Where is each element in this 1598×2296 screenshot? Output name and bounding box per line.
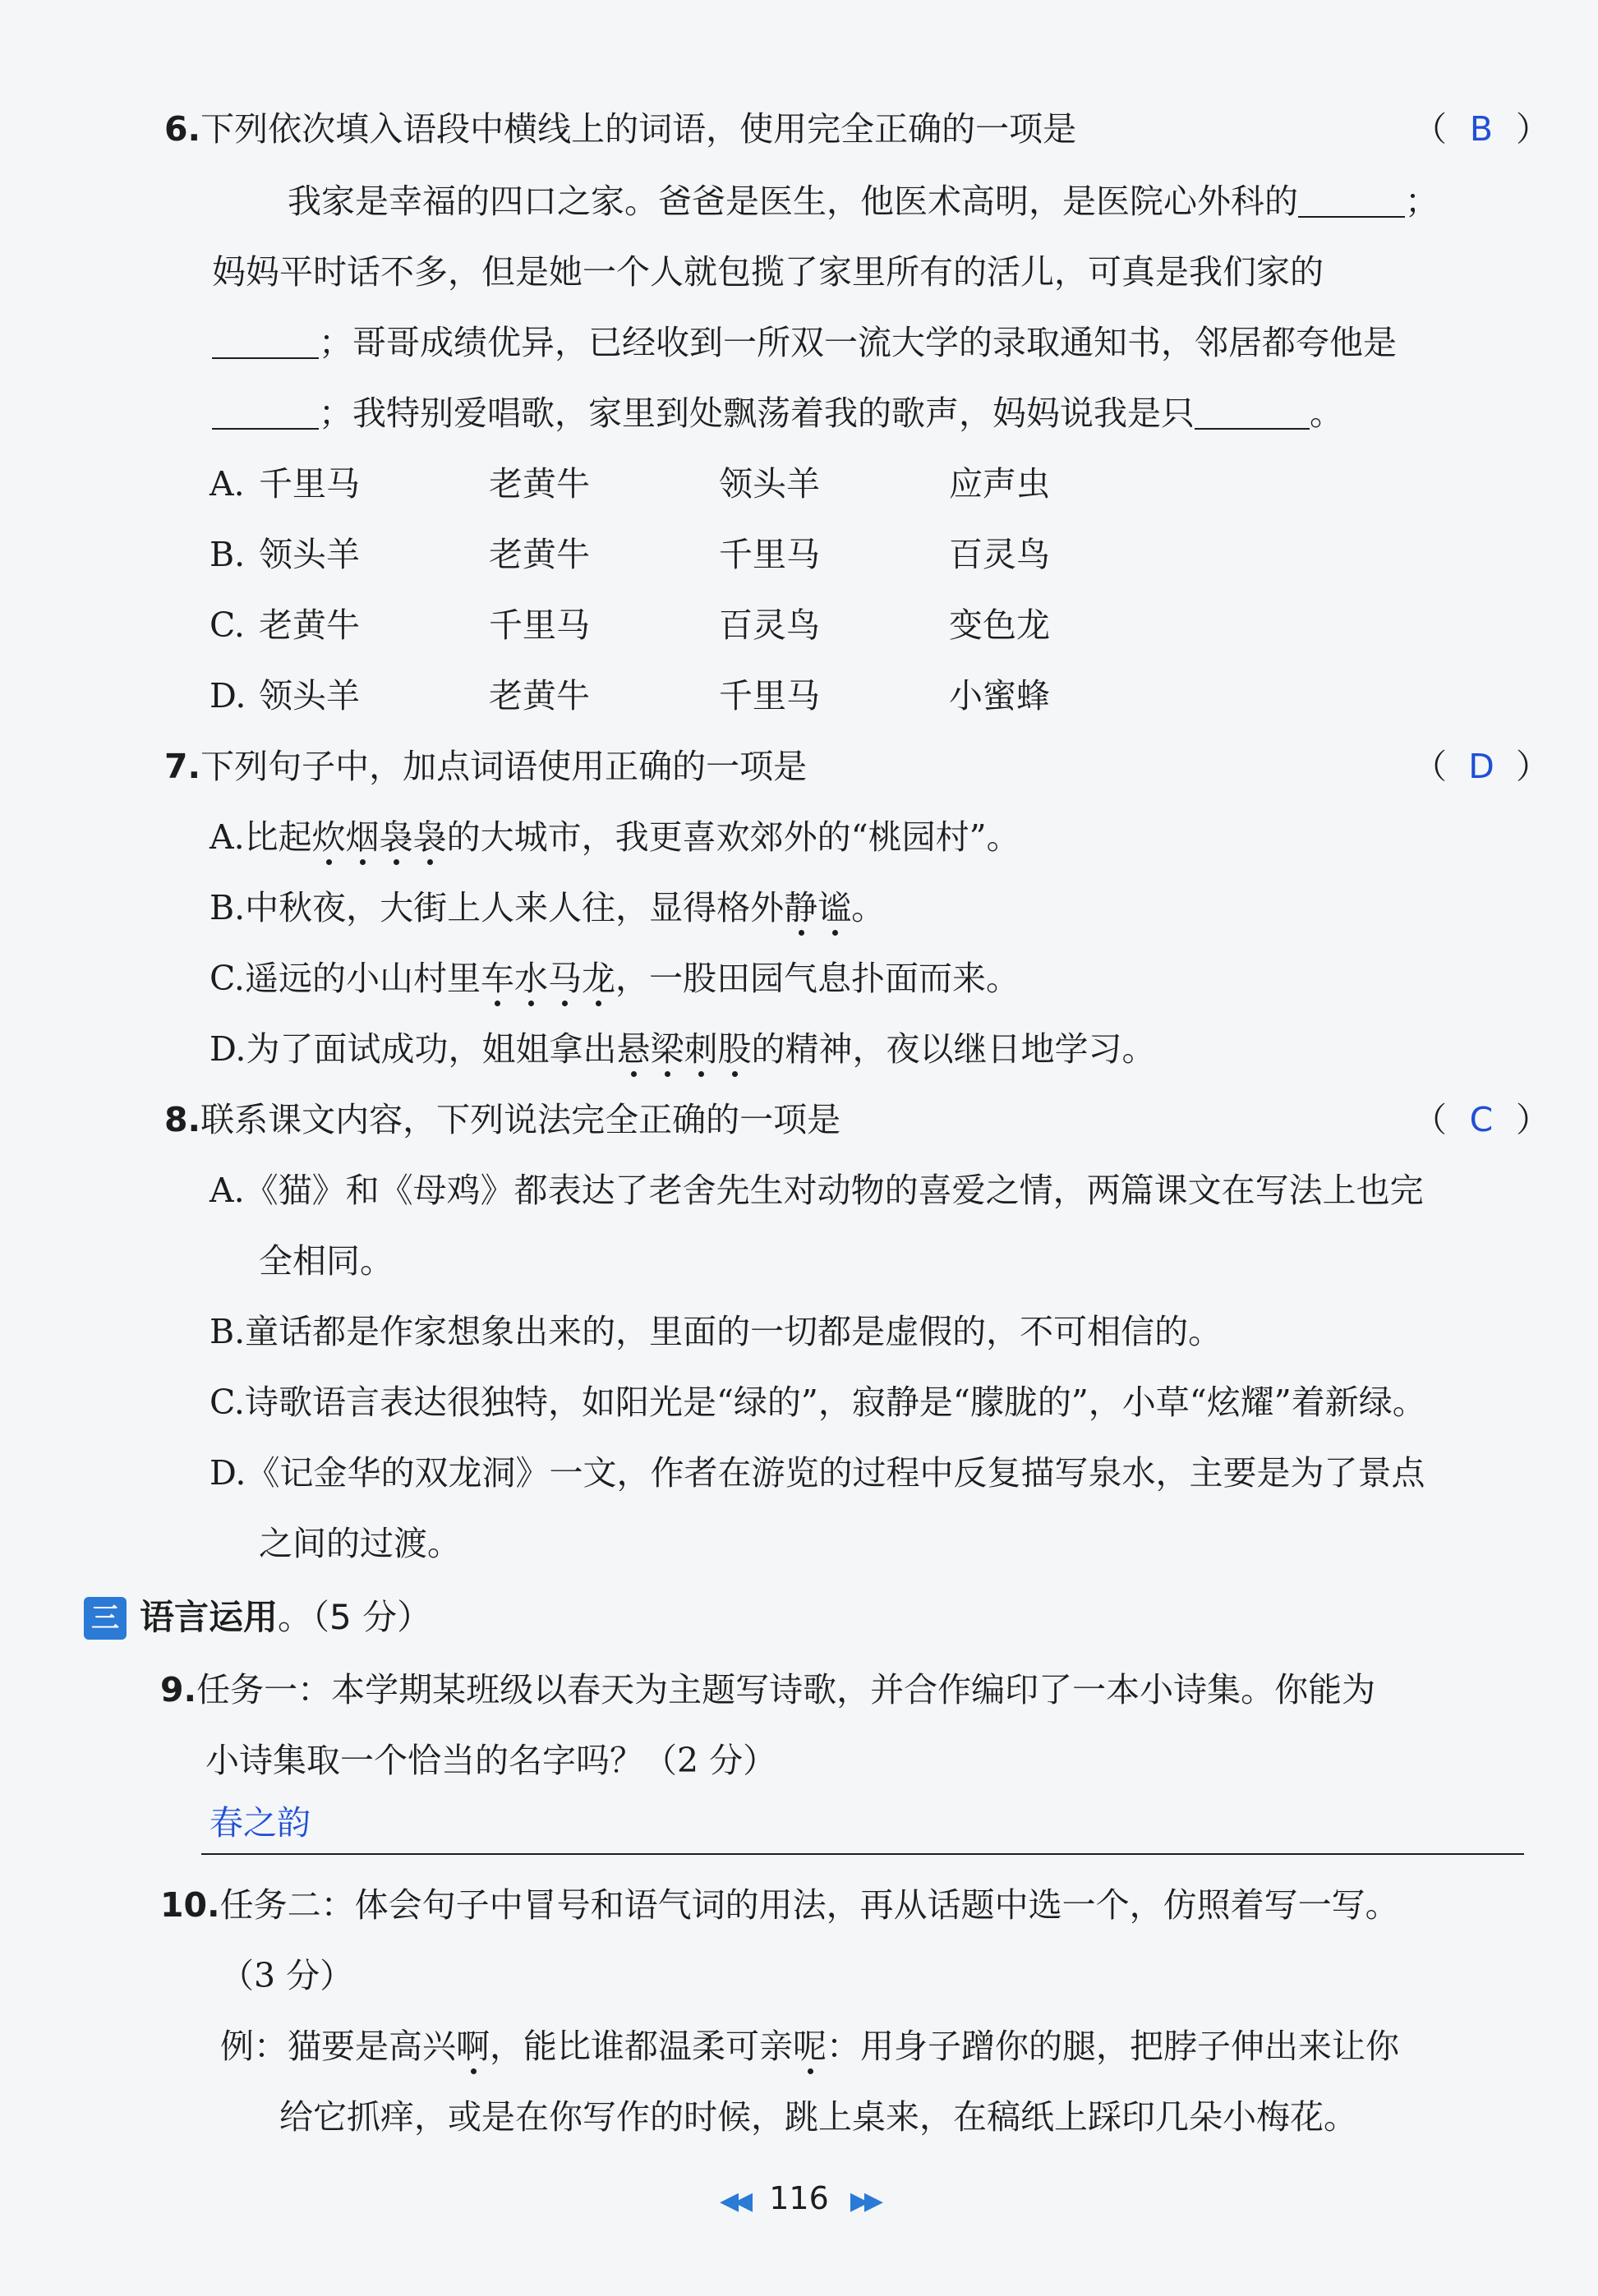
- worksheet-page: 6.下列依次填入语段中横线上的词语，使用完全正确的一项是 （ B ） 我家是幸福的四口之家。爸爸是医生，他医术高明，是医院心外科的 ； 妈妈平时话不多，但是她一个人就包揽了家里所有的活儿，可真是我们家的 ；哥哥成绩优异，已经收到一所双一流大学的录取通知书，邻居都夸他是 ；我特别爱唱歌，家里到处飘荡着我的歌声，妈妈说我是只 。 A. 千里马 老黄牛 领头羊 应声虫 B. 领头羊 老黄牛 千里马 百灵鸟 C. 老黄牛 千里马 百灵鸟 变色龙 D. 领头羊 老黄牛 千里马 小蜜蜂 7.下列句子中，加点词语使用正确的一项是 （ D ） A.比起炊烟袅袅的大城市，我更喜欢郊外的“桃园村”。 B.中秋夜，大街上人来人往，显得格外静谧。 C.遥远的小山村里车水马龙，一股田园气息扑面而来。 D.为了面试成功，姐姐拿出悬梁刺股的精神，夜以继日地学习。 8.联系课文内容，下列说法完全正确的一项是 （ C ） A.《猫》和《母鸡》都表达了老舍先生对动物的喜爱之情，两篇课文在写法上也完 全相同。 B.童话都是作家想象出来的，里面的一切都是虚假的，不可相信的。 C.诗歌语言表达很独特，如阳光是“绿的”，寂静是“朦胧的”，小草“炫耀”着新绿。 D.《记金华的双龙洞》一文，作者在游览的过程中反复描写泉水，主要是为了景点 之间的过渡。 三 语言运用。（5 分） 9.任务一：本学期某班级以春天为主题写诗歌，并合作编印了一本小诗集。你能为 小诗集取一个恰当的名字吗？（2 分） 春之韵 10.任务二：体会句子中冒号和语气词的用法，再从话题中选一个，仿照着写一写。 （3 分） 例：猫要是高兴啊，能比谁都温柔可亲呢：用身子蹭你的腿，把脖子伸出来让你 给它抓痒，或是在你写作的时候，跳上桌来，在稿纸上踩印几朵小梅花。 ◀◀ 116 ▶▶: [0, 0, 1598, 2296]
- q6-passage-line-2: 妈妈平时话不多，但是她一个人就包揽了家里所有的活儿，可真是我们家的: [212, 252, 1324, 292]
- question-6-stem: [164, 105, 1076, 153]
- q7-option-b: B.中秋夜，大街上人来人往，显得格外静谧。: [210, 888, 886, 927]
- question-6-answer: （ B ）: [1413, 105, 1550, 153]
- question-8-answer: （ C ）: [1413, 1096, 1550, 1143]
- q6-passage-line-1: 我家是幸福的四口之家。爸爸是医生，他医术高明，是医院心外科的 ；: [288, 182, 1439, 221]
- q6-passage-line-3: ；哥哥成绩优异，已经收到一所双一流大学的录取通知书，邻居都夸他是: [212, 319, 1397, 366]
- question-10-line-2: （3 分）: [220, 1956, 354, 1995]
- question-9-number: 9.: [160, 1670, 197, 1709]
- q8-option-d-line-2: 之间的过渡。: [259, 1524, 461, 1563]
- blank-1: [1298, 180, 1405, 218]
- q8-option-d-line-1: D.《记金华的双龙洞》一文，作者在游览的过程中反复描写泉水，主要是为了景点: [210, 1453, 1425, 1493]
- question-6-answer-value: B: [1469, 109, 1494, 149]
- question-8-stem: [164, 1096, 840, 1143]
- q7-option-c: C.遥远的小山村里车水马龙，一股田园气息扑面而来。: [210, 959, 1020, 998]
- question-8-answer-value: C: [1469, 1100, 1494, 1139]
- q7-option-d: D.为了面试成功，姐姐拿出悬梁刺股的精神，夜以继日地学习。: [210, 1029, 1156, 1069]
- q8-option-c: C.诗歌语言表达很独特，如阳光是“绿的”，寂静是“朦胧的”，小草“炫耀”着新绿。: [210, 1383, 1426, 1422]
- question-8-text: 联系课文内容，下列说法完全正确的一项是: [200, 1100, 841, 1139]
- q8-option-a-line-2: 全相同。: [259, 1241, 394, 1281]
- page-footer: [0, 2177, 1598, 2223]
- q7-option-a: A.比起炊烟袅袅的大城市，我更喜欢郊外的“桃园村”。: [210, 817, 1020, 857]
- blank-4: [1195, 392, 1310, 430]
- question-6-text: 下列依次填入语段中横线上的词语，使用完全正确的一项是: [200, 109, 1077, 149]
- question-9-answer-text: 春之韵: [210, 1803, 311, 1843]
- question-6-number: 6.: [164, 109, 201, 149]
- question-8-number: 8.: [164, 1100, 201, 1139]
- question-9-line-1: 9.任务一：本学期某班级以春天为主题写诗歌，并合作编印了一本小诗集。你能为: [160, 1670, 1376, 1709]
- q8-option-b: B.童话都是作家想象出来的，里面的一切都是虚假的，不可相信的。: [210, 1312, 1223, 1351]
- question-7-number: 7.: [164, 747, 201, 786]
- blank-3: [212, 392, 319, 430]
- answer-line: [201, 1853, 1524, 1855]
- section-title: 语言运用。（5 分）: [140, 1597, 432, 1637]
- page-number: 116: [769, 2180, 829, 2216]
- question-7-text: 下列句子中，加点词语使用正确的一项是: [200, 747, 808, 786]
- example-line-1: 例：猫要是高兴啊，能比谁都温柔可亲呢：用身子蹭你的腿，把脖子伸出来让你: [220, 2027, 1399, 2066]
- example-line-2: 给它抓痒，或是在你写作的时候，跳上桌来，在稿纸上踩印几朵小梅花。: [279, 2097, 1357, 2137]
- question-7-stem: [164, 743, 807, 790]
- section-three-icon: 三: [84, 1597, 127, 1640]
- q6-passage-line-4: ；我特别爱唱歌，家里到处飘荡着我的歌声，妈妈说我是只 。: [212, 389, 1343, 437]
- q8-option-a-line-1: A.《猫》和《母鸡》都表达了老舍先生对动物的喜爱之情，两篇课文在写法上也完: [210, 1171, 1424, 1210]
- question-7-answer: （ D ）: [1413, 743, 1550, 790]
- question-10-line-1: 10.任务二：体会句子中冒号和语气词的用法，再从话题中选一个，仿照着写一写。: [160, 1885, 1399, 1925]
- question-9-line-2: 小诗集取一个恰当的名字吗？（2 分）: [205, 1741, 777, 1780]
- double-right-triangle-icon: ▶▶: [850, 2187, 879, 2215]
- question-10-number: 10.: [160, 1885, 220, 1925]
- double-left-triangle-icon: ◀◀: [719, 2187, 748, 2215]
- blank-2: [212, 321, 319, 359]
- question-7-answer-value: D: [1468, 747, 1494, 786]
